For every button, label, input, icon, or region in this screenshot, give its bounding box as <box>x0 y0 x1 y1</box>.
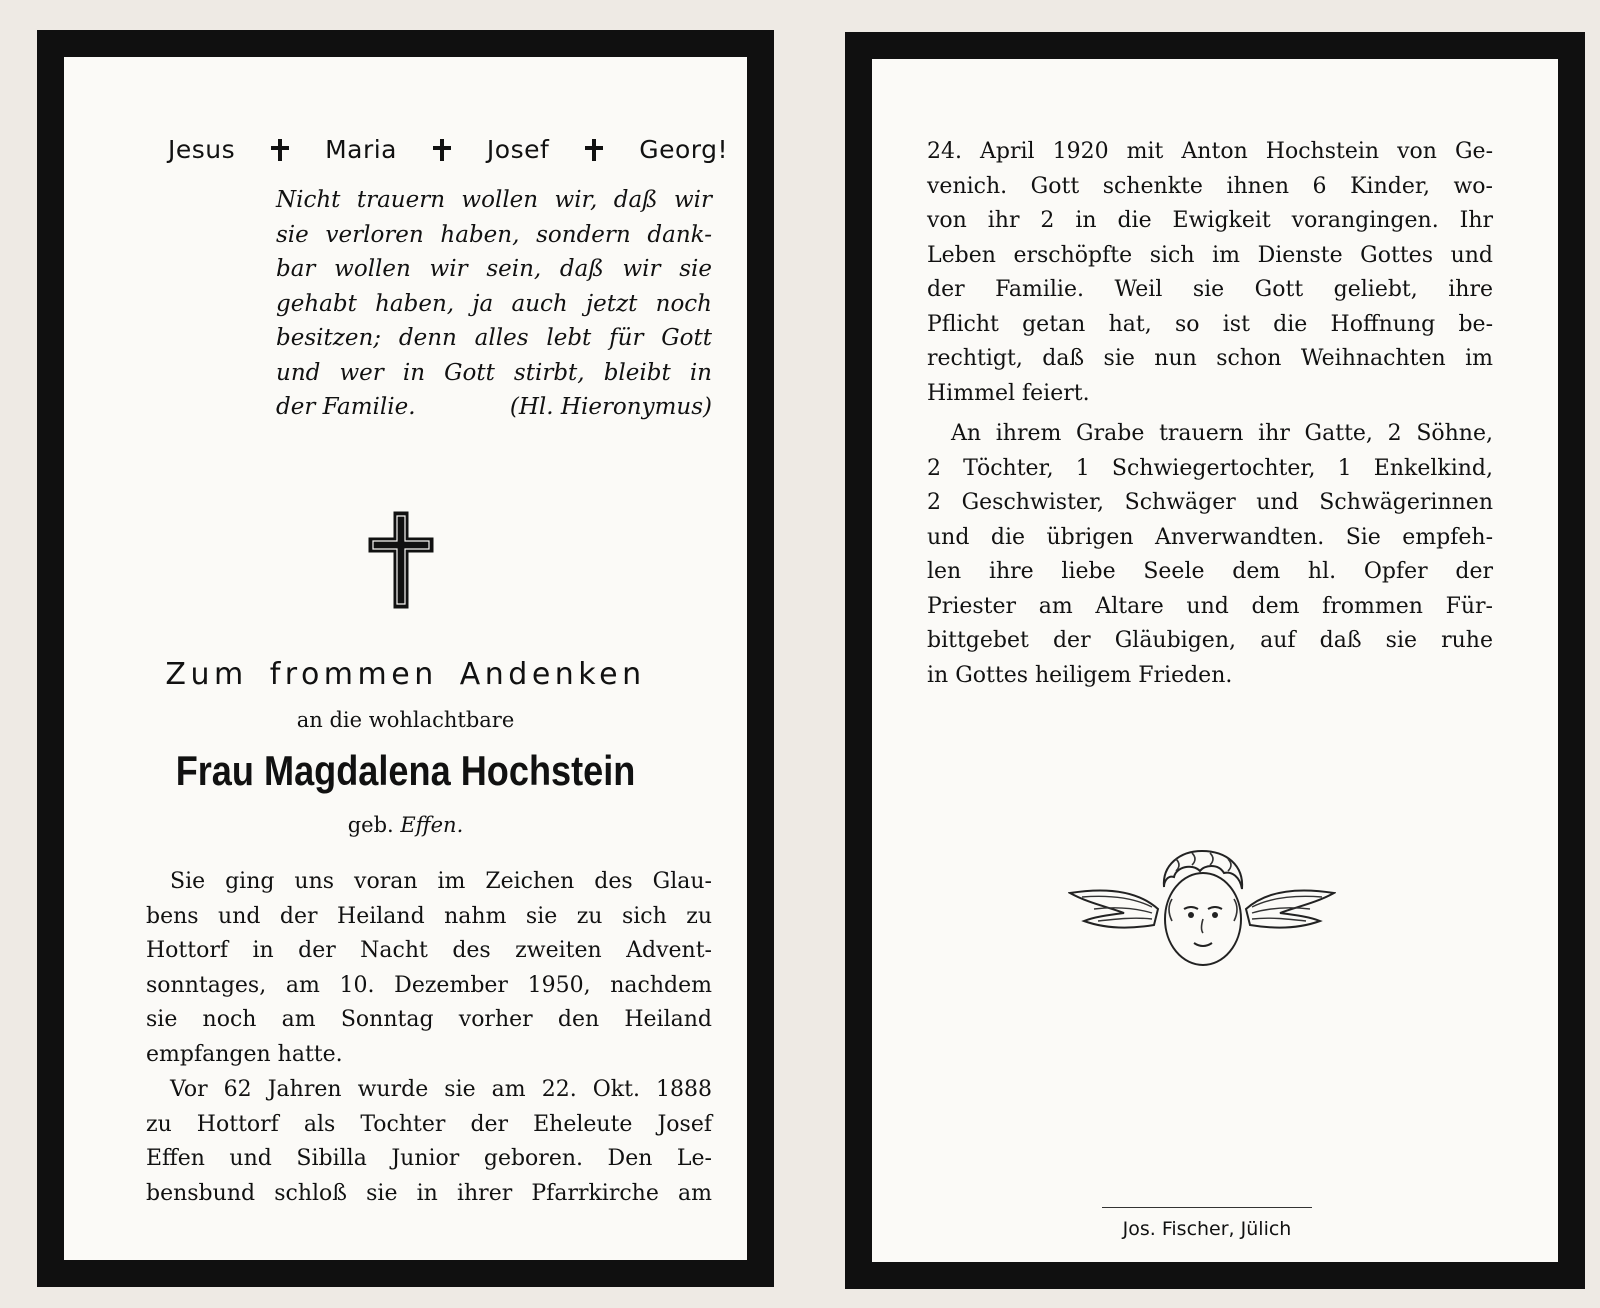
text-line: Leben erschöpfte sich im Dienste Gottes und <box>927 242 1493 268</box>
text-line: venich. Gott schenkte ihnen 6 Kinder, wo- <box>927 173 1493 199</box>
invocation-line <box>168 135 728 164</box>
printer-credit: Jos. Fischer, Jülich <box>1122 1218 1292 1240</box>
text-line: Sie ging uns voran im Zeichen des Glau- <box>170 869 712 894</box>
quote-line: gehabt haben, ja auch jetzt noch <box>276 290 712 317</box>
cross-icon <box>271 139 289 161</box>
text-line: in Gottes heiligem Frieden. <box>927 662 1233 688</box>
quote-last-line <box>276 390 712 425</box>
text-line: und die übrigen Anverwandten. Sie empfeh- <box>927 524 1493 550</box>
text-line: sonntages, am 10. Dezember 1950, nachdem <box>146 972 712 998</box>
quote-line: bar wollen wir sein, daß wir sie <box>276 256 712 282</box>
text-line: Priester am Altare und dem frommen Für- <box>927 593 1493 619</box>
text-line: 24. April 1920 mit Anton Hochstein von Ge- <box>927 139 1493 164</box>
quote-line: sie verloren haben, sondern dank- <box>276 221 712 248</box>
text-line: 2 Töchter, 1 Schwiegertochter, 1 Enkelkind, <box>927 455 1493 481</box>
memorial-heading: Zum frommen Andenken <box>165 657 646 692</box>
text-line: An ihrem Grabe trauern ihr Gatte, 2 Söhne, <box>951 421 1493 446</box>
maiden-name: Effen. <box>400 813 464 837</box>
birth-prefix: geb. <box>347 813 394 837</box>
memorial-subheading: an die wohlachtbare <box>296 708 515 732</box>
text-line: rechtigt, daß sie nun schon Weihnachten im <box>927 346 1493 371</box>
text-line: bens und der Heiland nahm sie zu sich zu <box>146 903 712 929</box>
text-line: bensbund schloß sie in ihrer Pfarrkirche am <box>146 1180 712 1206</box>
right-card <box>845 32 1585 1289</box>
text-line: bittgebet der Gläubigen, auf daß sie ruhe <box>927 628 1493 653</box>
text-line: zu Hottorf als Tochter der Eheleute Josef <box>146 1111 712 1137</box>
text-line: Effen und Sibilla Junior geboren. Den Le- <box>146 1146 712 1171</box>
deceased-name: Frau Magdalena Hochstein <box>175 747 636 794</box>
mourners-paragraph <box>927 417 1493 693</box>
text-line: Hottorf in der Nacht des zweiten Advent- <box>146 938 712 963</box>
quote-source: (Hl. Hieronymus) <box>509 394 712 420</box>
text-line: 2 Geschwister, Schwäger und Schwägerinnen <box>927 490 1493 515</box>
cross-icon <box>433 139 451 161</box>
text-line: sie noch am Sonntag vorher den Heiland <box>146 1007 712 1032</box>
quote-block <box>276 183 712 425</box>
text-line: von ihr 2 in die Ewigkeit vorangingen. Ihr <box>927 208 1493 233</box>
quote-last-text: der Familie. <box>276 394 416 420</box>
invocation-josef: Josef <box>486 135 550 164</box>
biography-paragraph-3 <box>927 135 1493 411</box>
printer-divider <box>1102 1207 1312 1208</box>
invocation-georg: Georg! <box>639 135 728 164</box>
right-card-page <box>872 59 1558 1262</box>
biography-paragraph-1 <box>146 865 712 1072</box>
quote-line: besitzen; denn alles lebt für Gott <box>276 325 712 351</box>
left-card <box>37 30 774 1287</box>
text-line: empfangen hatte. <box>146 1041 343 1067</box>
left-card-page <box>64 57 747 1260</box>
text-line: Pflicht getan hat, so ist die Hoffnung be- <box>927 311 1493 337</box>
invocation-maria: Maria <box>325 135 397 164</box>
cherub-icon <box>1068 847 1336 969</box>
text-line: Vor 62 Jahren wurde sie am 22. Okt. 1888 <box>170 1077 712 1102</box>
birth-name <box>64 813 747 837</box>
biography-paragraph-2 <box>146 1073 712 1211</box>
invocation-jesus: Jesus <box>168 135 236 164</box>
cross-icon <box>585 139 603 161</box>
text-line: len ihre liebe Seele dem hl. Opfer der <box>927 559 1493 584</box>
memorial-cross-icon <box>366 510 436 610</box>
text-line: der Familie. Weil sie Gott geliebt, ihre <box>927 277 1493 302</box>
quote-line: und wer in Gott stirbt, bleibt in <box>276 359 712 386</box>
quote-line: Nicht trauern wollen wir, daß wir <box>276 187 712 213</box>
text-line: Himmel feiert. <box>927 380 1090 406</box>
